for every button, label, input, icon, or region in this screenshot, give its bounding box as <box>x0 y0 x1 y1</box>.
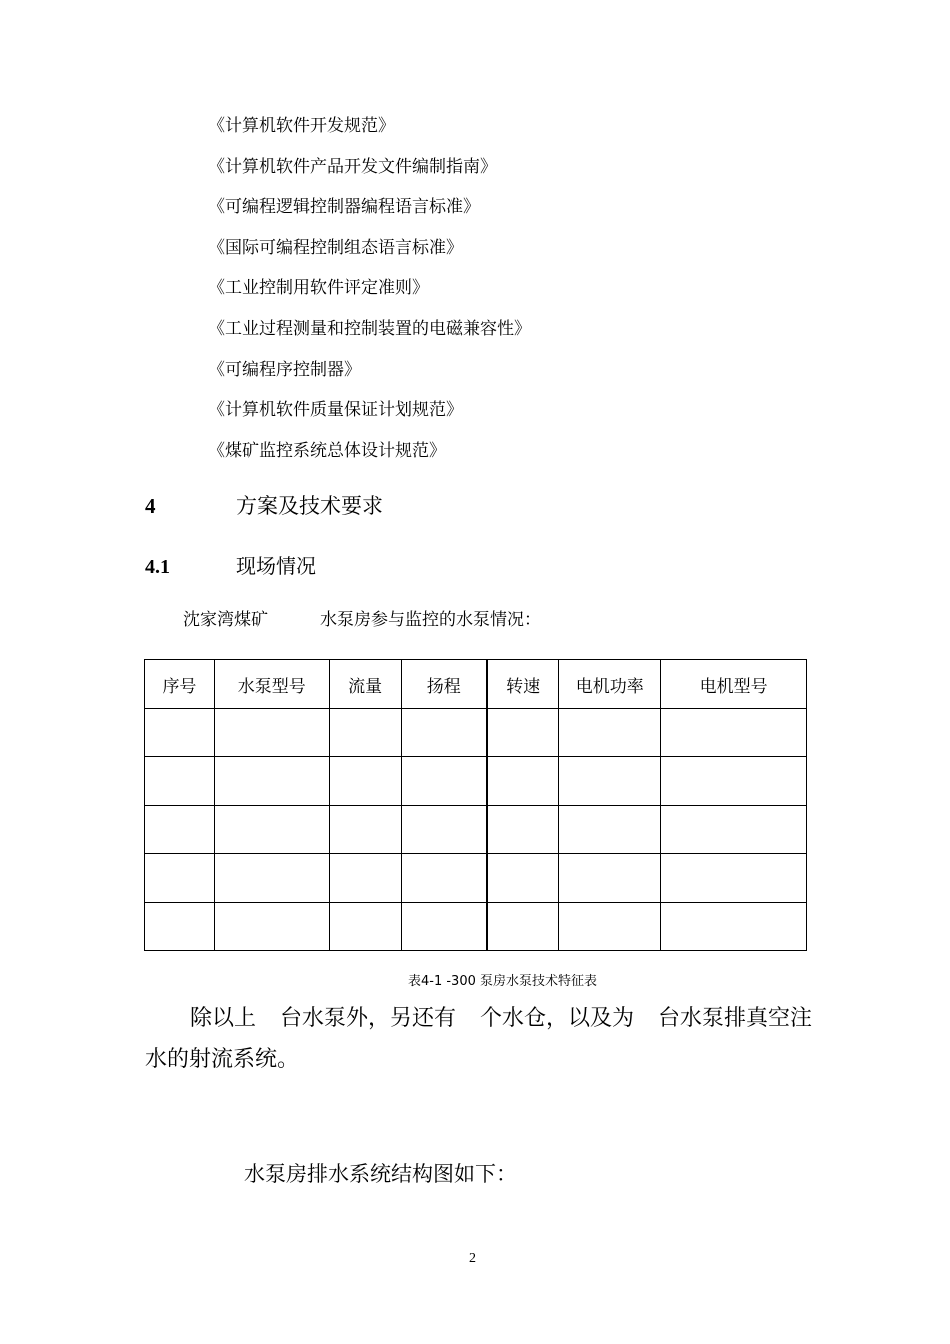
table-cell <box>559 757 661 805</box>
table-cell <box>329 757 401 805</box>
mine-name: 沈家湾煤矿 <box>183 610 268 630</box>
reference-list <box>208 116 531 481</box>
table-cell <box>401 805 487 853</box>
reference-item: 《煤矿监控系统总体设计规范》 <box>208 440 446 461</box>
table-cell <box>329 805 401 853</box>
table-cell <box>214 709 329 757</box>
column-header: 水泵型号 <box>214 660 329 709</box>
table-row <box>145 757 807 805</box>
table-cell <box>214 854 329 902</box>
table-cell <box>145 709 215 757</box>
table-cell <box>401 709 487 757</box>
section-title: 现场情况 <box>236 554 316 578</box>
table-header-row <box>145 660 807 709</box>
table-cell <box>145 854 215 902</box>
table-cell <box>559 902 661 950</box>
table-cell <box>661 902 807 950</box>
column-header: 序号 <box>145 660 215 709</box>
paragraph-text: 个水仓，以及为 <box>480 1006 635 1031</box>
section-heading-4 <box>145 490 383 520</box>
reference-item: 《计算机软件产品开发文件编制指南》 <box>208 156 497 177</box>
column-header: 扬程 <box>401 660 487 709</box>
table-cell <box>401 902 487 950</box>
table-cell <box>487 854 559 902</box>
body-paragraph <box>145 998 825 1080</box>
reference-item: 《工业控制用软件评定准则》 <box>208 278 429 299</box>
paragraph-text: 台水泵排真空注水的射流系统。 <box>145 1006 813 1072</box>
table-cell <box>401 757 487 805</box>
paragraph-text: 台水泵外，另还有 <box>280 1006 457 1031</box>
intro-text: 水泵房参与监控的水泵情况： <box>320 610 541 630</box>
table-cell <box>661 757 807 805</box>
paragraph-text: 除以上 <box>190 1006 257 1031</box>
table-cell <box>559 854 661 902</box>
intro-line <box>183 605 541 630</box>
table-cell <box>214 757 329 805</box>
reference-item: 《计算机软件开发规范》 <box>208 116 395 136</box>
diagram-intro: 水泵房排水系统结构图如下： <box>244 1162 517 1186</box>
table-cell <box>559 805 661 853</box>
table-cell <box>661 805 807 853</box>
table-cell <box>559 709 661 757</box>
table-cell <box>329 709 401 757</box>
table-cell <box>487 805 559 853</box>
table-cell <box>661 854 807 902</box>
column-header: 流量 <box>329 660 401 709</box>
table-row <box>145 902 807 950</box>
table-cell <box>145 805 215 853</box>
reference-item: 《计算机软件质量保证计划规范》 <box>208 400 463 421</box>
page-number: 2 <box>469 1251 476 1266</box>
reference-item: 《可编程序控制器》 <box>208 359 361 380</box>
section-title: 方案及技术要求 <box>236 494 383 518</box>
section-heading-4-1 <box>145 550 316 579</box>
reference-item: 《可编程逻辑控制器编程语言标准》 <box>208 197 480 218</box>
table-cell <box>214 805 329 853</box>
table-cell <box>487 757 559 805</box>
column-header: 电机功率 <box>559 660 661 709</box>
table-cell <box>487 709 559 757</box>
table-cell <box>329 854 401 902</box>
section-number: 4.1 <box>145 556 170 578</box>
table-row <box>145 709 807 757</box>
table-cell <box>145 757 215 805</box>
reference-item: 《工业过程测量和控制装置的电磁兼容性》 <box>208 318 531 339</box>
table-row <box>145 805 807 853</box>
table-caption: 表4-1 -300 泵房水泵技术特征表 <box>408 974 598 989</box>
table-cell <box>214 902 329 950</box>
pump-table <box>144 659 807 951</box>
section-number: 4 <box>145 494 156 518</box>
table-cell <box>145 902 215 950</box>
reference-item: 《国际可编程控制组态语言标准》 <box>208 237 463 258</box>
column-header: 电机型号 <box>661 660 807 709</box>
table-cell <box>487 902 559 950</box>
column-header: 转速 <box>487 660 559 709</box>
table-cell <box>401 854 487 902</box>
table-cell <box>329 902 401 950</box>
table-cell <box>661 709 807 757</box>
table-row <box>145 854 807 902</box>
